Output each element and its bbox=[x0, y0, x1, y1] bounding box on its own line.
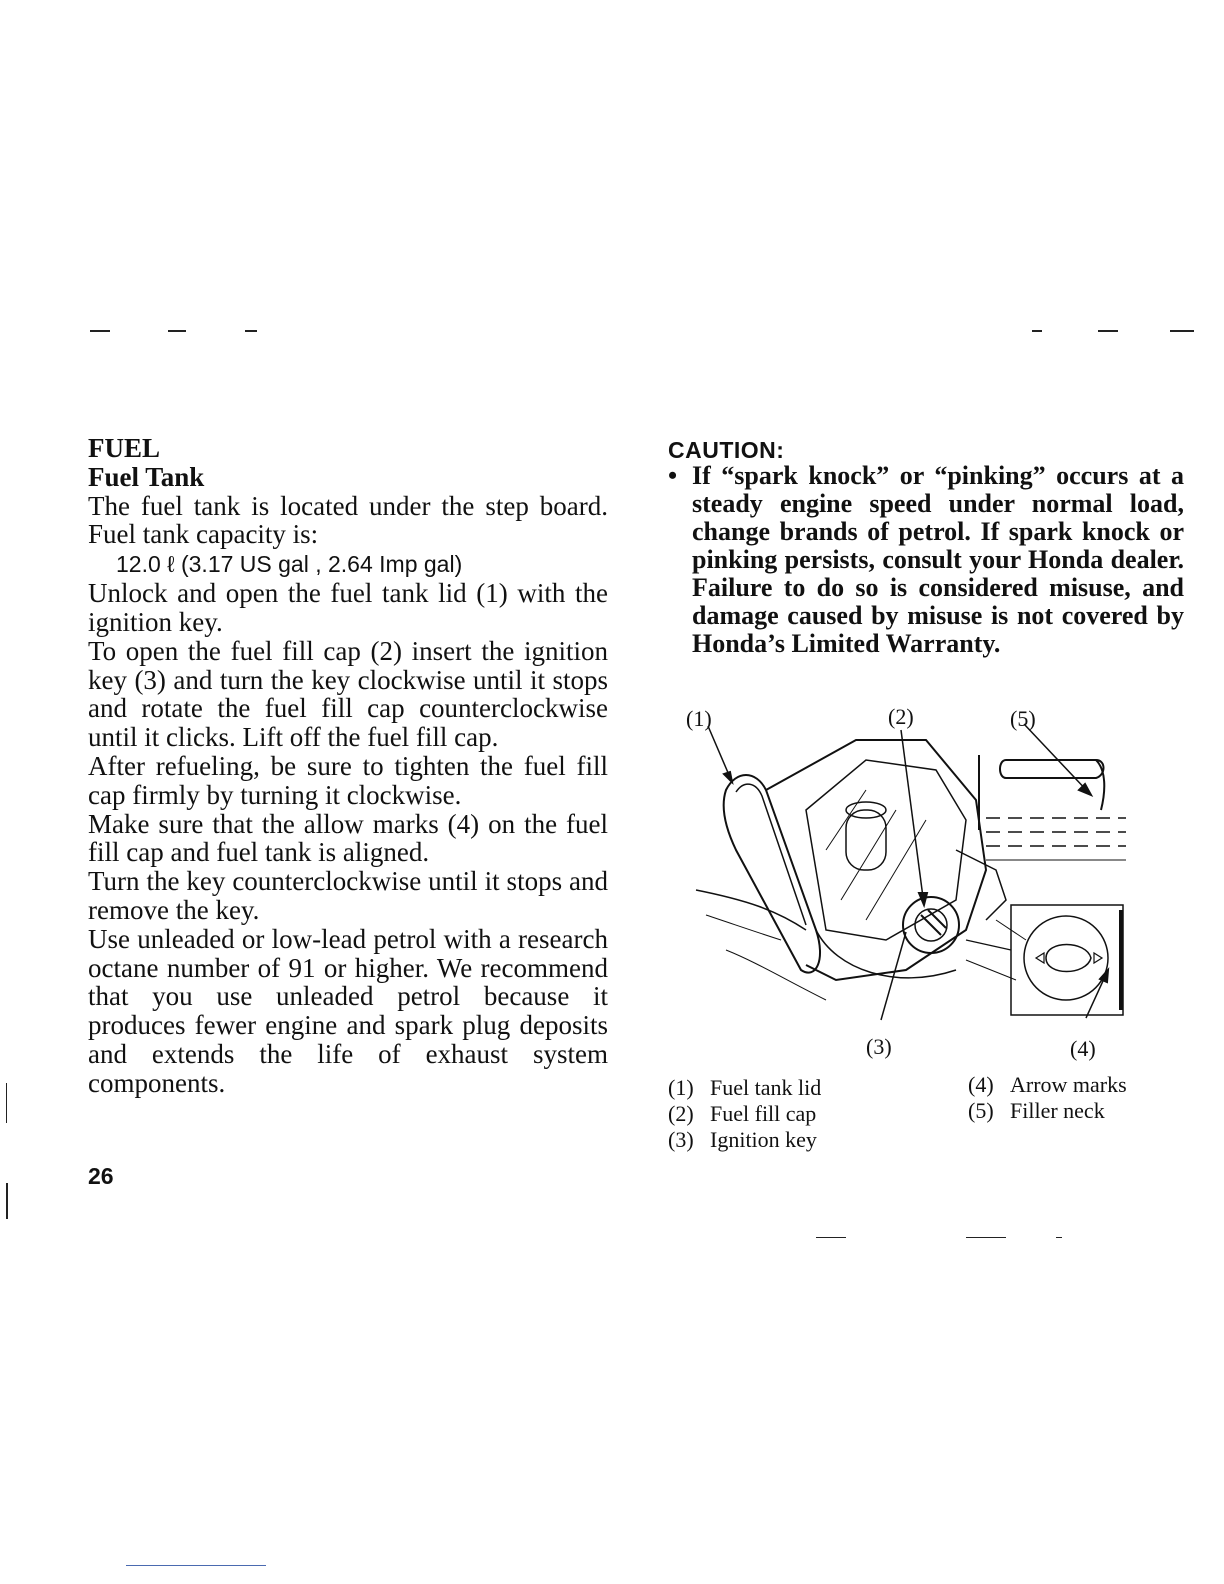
section-title: FUEL bbox=[88, 433, 161, 463]
scan-mark bbox=[126, 1565, 266, 1566]
caution-box bbox=[668, 462, 1184, 658]
callout-1: (1) bbox=[686, 706, 712, 731]
scan-mark bbox=[6, 1083, 7, 1123]
paragraph: Unlock and open the fuel tank lid (1) with the ignition key. bbox=[88, 578, 608, 637]
scan-mark bbox=[1170, 330, 1194, 332]
paragraph: Use unleaded or low-lead petrol with a research octane number of 91 or higher. We recommend that you use unleaded petrol because it produces fewer engine and spark plug deposits and extends the life of exhaust system components. bbox=[88, 923, 608, 1098]
paragraph: Make sure that the allow marks (4) on the fuel fill cap and fuel tank is aligned. bbox=[88, 808, 608, 868]
subsection-title: Fuel Tank bbox=[88, 461, 205, 492]
paragraph: The fuel tank is located under the step board. Fuel tank capacity is: bbox=[88, 490, 608, 550]
caution-text: If “spark knock” or “pinking” occurs at a steady engine speed under normal load, change brands of petrol. If spark knock or pinking persists, consult your Honda dealer. Failure to do so is considered misuse, and damage caused by misuse is not covered by Honda’s Limited Warranty. bbox=[692, 461, 1184, 658]
callout-3: (3) bbox=[866, 1034, 892, 1059]
legend-item: (4) Arrow marks bbox=[968, 1072, 1127, 1097]
scan-mark bbox=[90, 330, 110, 332]
scan-mark bbox=[1032, 330, 1042, 332]
callout-2: (2) bbox=[888, 704, 914, 729]
legend-item: (2) Fuel fill cap bbox=[668, 1101, 817, 1126]
scan-mark bbox=[168, 330, 186, 332]
paragraph: To open the fuel fill cap (2) insert the ignition key (3) and turn the key clockwise until it stops and rotate the fuel fill cap counterclockwise until it clicks. Lift off the fuel fill cap. bbox=[88, 635, 608, 753]
fuel-section bbox=[88, 434, 608, 1098]
caution-title: CAUTION: bbox=[668, 437, 785, 463]
bullet-icon: • bbox=[668, 461, 678, 490]
legend-item: (5) Filler neck bbox=[968, 1098, 1105, 1123]
paragraph: Turn the key counterclockwise until it stops and remove the key. bbox=[88, 866, 608, 925]
fuel-tank-illustration bbox=[666, 700, 1186, 1070]
scan-mark bbox=[1056, 1237, 1062, 1238]
paragraph: After refueling, be sure to tighten the fuel fill cap firmly by turning it clockwise. bbox=[88, 750, 608, 810]
fuel-capacity: 12.0 ℓ (3.17 US gal , 2.64 Imp gal) bbox=[116, 551, 463, 578]
figure-legend-right bbox=[968, 1072, 1127, 1124]
figure-legend-left bbox=[668, 1075, 821, 1153]
callout-5: (5) bbox=[1010, 706, 1036, 731]
scan-mark bbox=[6, 1183, 8, 1219]
scan-mark bbox=[1098, 330, 1118, 332]
scooter-fuel-tank-drawing bbox=[666, 700, 1186, 1070]
page-number: 26 bbox=[88, 1163, 114, 1189]
scan-mark bbox=[966, 1237, 1006, 1238]
callout-4: (4) bbox=[1070, 1036, 1096, 1061]
scan-mark bbox=[816, 1237, 846, 1238]
legend-item: (3) Ignition key bbox=[668, 1127, 817, 1152]
scan-mark bbox=[245, 330, 257, 332]
legend-item: (1) Fuel tank lid bbox=[668, 1075, 822, 1100]
